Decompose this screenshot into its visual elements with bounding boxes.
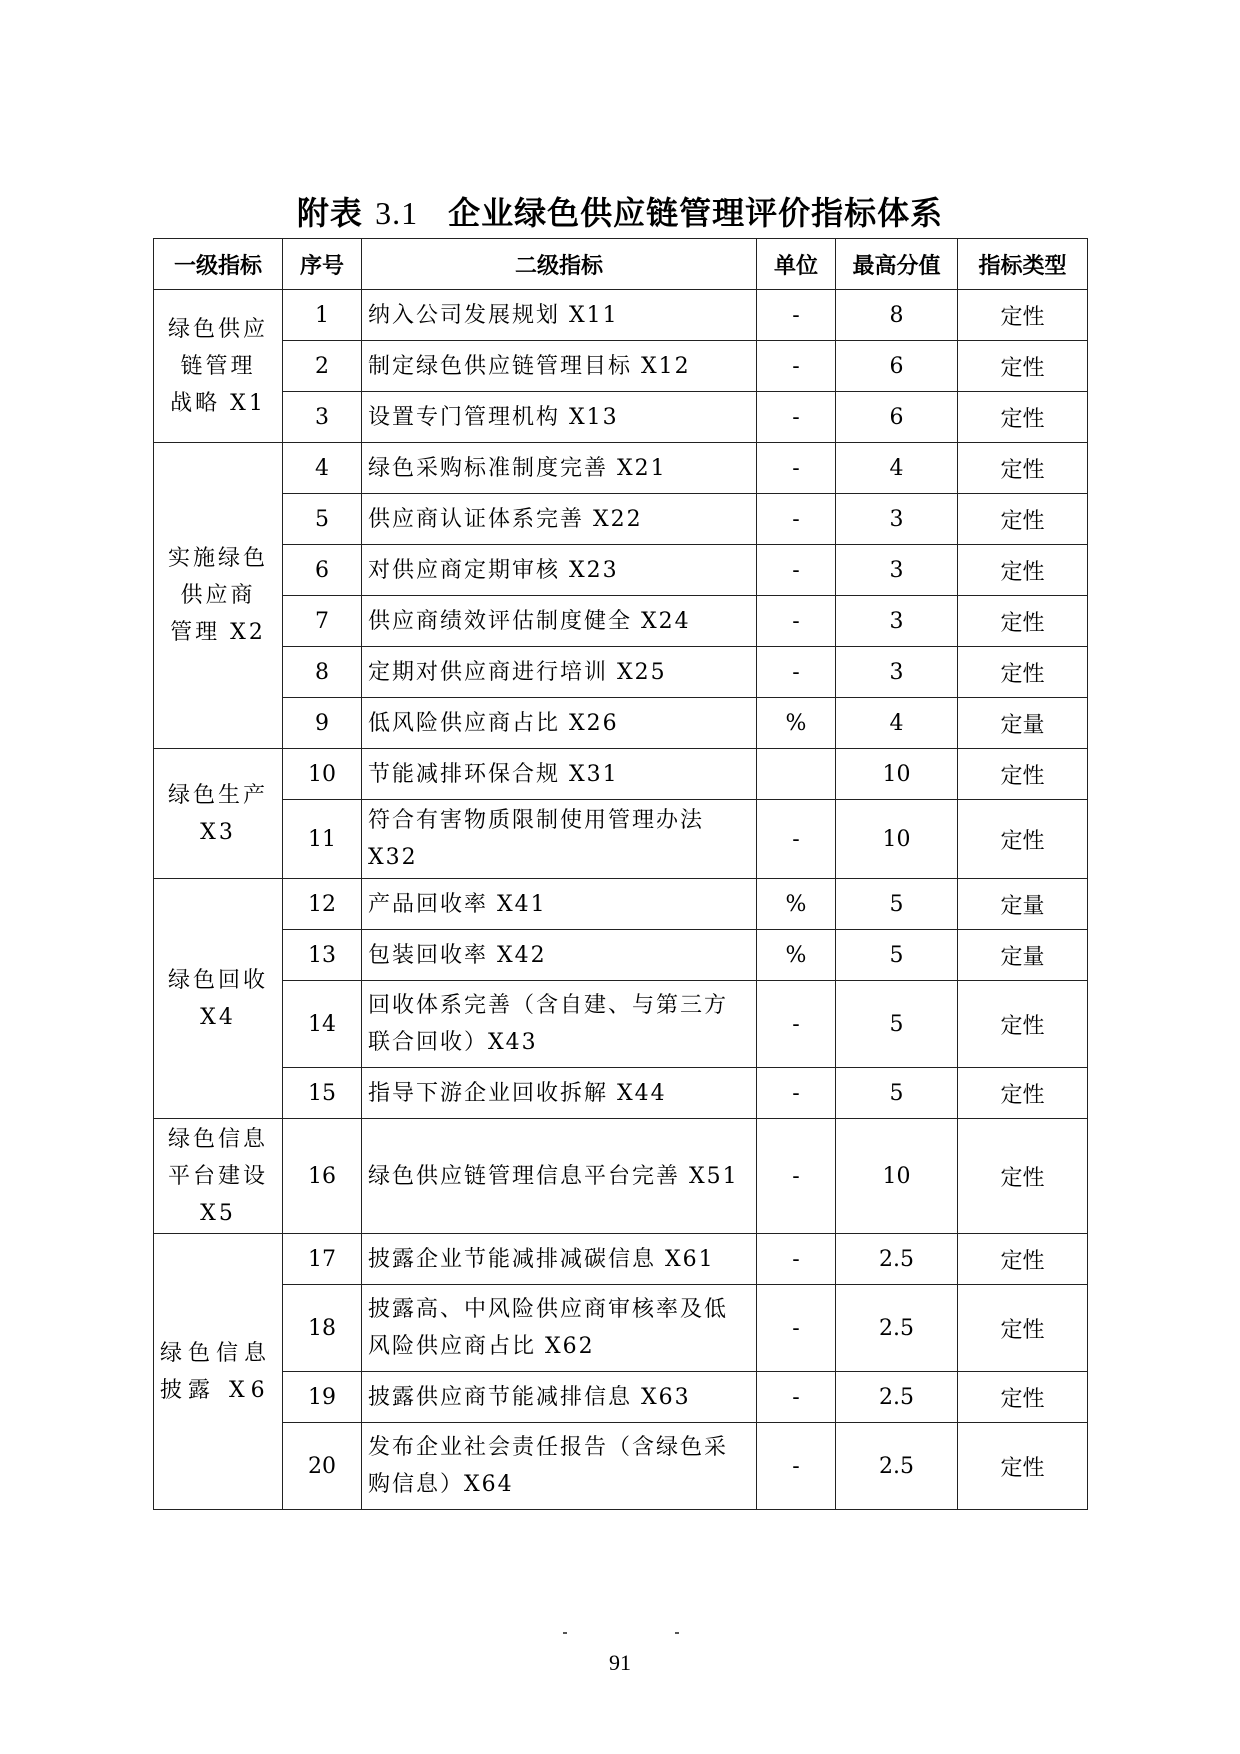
title-number: 3.1: [375, 195, 419, 231]
row-indicator: 设置专门管理机构 X13: [362, 392, 757, 443]
table-row: [154, 392, 1088, 443]
row-max-score: 3: [836, 545, 958, 596]
row-indicator: 定期对供应商进行培训 X25: [362, 647, 757, 698]
table-row: [154, 290, 1088, 341]
row-unit: -: [757, 1119, 836, 1234]
row-no: 9: [283, 698, 362, 749]
row-max-score: 5: [836, 879, 958, 930]
page-title: [0, 188, 1240, 234]
row-unit: -: [757, 1285, 836, 1372]
category-cell: 绿色回收 X4: [154, 879, 283, 1119]
row-indicator: 纳入公司发展规划 X11: [362, 290, 757, 341]
row-no: 17: [283, 1234, 362, 1285]
row-indicator: 供应商认证体系完善 X22: [362, 494, 757, 545]
row-type: 定性: [958, 1119, 1088, 1234]
table-row: [154, 1119, 1088, 1234]
row-type: 定性: [958, 1068, 1088, 1119]
row-unit: -: [757, 981, 836, 1068]
row-no: 1: [283, 290, 362, 341]
row-type: 定性: [958, 545, 1088, 596]
table-row: [154, 879, 1088, 930]
title-prefix: 附表: [296, 194, 363, 232]
row-no: 10: [283, 749, 362, 800]
row-unit: -: [757, 341, 836, 392]
row-unit: -: [757, 800, 836, 879]
table-row: [154, 698, 1088, 749]
table-header-row: [154, 239, 1088, 290]
row-no: 13: [283, 930, 362, 981]
row-indicator: 产品回收率 X41: [362, 879, 757, 930]
row-indicator: 对供应商定期审核 X23: [362, 545, 757, 596]
category-cell: 绿色供应 链管理 战略 X1: [154, 290, 283, 443]
page-number: 91: [609, 1650, 631, 1675]
table-row: [154, 545, 1088, 596]
row-max-score: 2.5: [836, 1285, 958, 1372]
row-no: 18: [283, 1285, 362, 1372]
table-row: [154, 749, 1088, 800]
header-no: 序号: [283, 239, 362, 290]
row-type: 定性: [958, 800, 1088, 879]
category-cell: 绿色生产 X3: [154, 749, 283, 879]
row-indicator: 指导下游企业回收拆解 X44: [362, 1068, 757, 1119]
row-max-score: 4: [836, 698, 958, 749]
title-text: 企业绿色供应链管理评价指标体系: [448, 194, 944, 232]
row-no: 8: [283, 647, 362, 698]
header-level1: 一级指标: [154, 239, 283, 290]
row-max-score: 4: [836, 443, 958, 494]
row-no: 7: [283, 596, 362, 647]
row-indicator: 供应商绩效评估制度健全 X24: [362, 596, 757, 647]
row-type: 定性: [958, 341, 1088, 392]
row-type: 定性: [958, 749, 1088, 800]
row-type: 定性: [958, 1372, 1088, 1423]
row-unit: -: [757, 1372, 836, 1423]
table-row: [154, 930, 1088, 981]
row-no: 4: [283, 443, 362, 494]
row-max-score: 6: [836, 341, 958, 392]
indicator-table: [153, 238, 1088, 1510]
row-max-score: 10: [836, 749, 958, 800]
row-no: 19: [283, 1372, 362, 1423]
row-max-score: 5: [836, 1068, 958, 1119]
row-max-score: 5: [836, 981, 958, 1068]
row-unit: [757, 749, 836, 800]
row-no: 5: [283, 494, 362, 545]
row-indicator: 节能减排环保合规 X31: [362, 749, 757, 800]
row-unit: -: [757, 392, 836, 443]
row-type: 定量: [958, 930, 1088, 981]
row-type: 定性: [958, 1423, 1088, 1510]
scan-speck: [563, 1632, 567, 1634]
row-type: 定性: [958, 290, 1088, 341]
row-no: 15: [283, 1068, 362, 1119]
row-max-score: 10: [836, 800, 958, 879]
table-row: [154, 341, 1088, 392]
table-row: [154, 1423, 1088, 1510]
row-indicator: 披露供应商节能减排信息 X63: [362, 1372, 757, 1423]
row-indicator: 符合有害物质限制使用管理办法 X32: [362, 800, 757, 879]
row-unit: -: [757, 494, 836, 545]
row-unit: -: [757, 443, 836, 494]
row-max-score: 3: [836, 596, 958, 647]
row-type: 定性: [958, 494, 1088, 545]
table-row: [154, 494, 1088, 545]
row-indicator: 披露企业节能减排减碳信息 X61: [362, 1234, 757, 1285]
header-level2: 二级指标: [362, 239, 757, 290]
row-no: 11: [283, 800, 362, 879]
category-cell: 绿色信息 披露 X6: [154, 1234, 283, 1510]
table-row: [154, 1372, 1088, 1423]
row-type: 定量: [958, 698, 1088, 749]
row-unit: %: [757, 879, 836, 930]
table-row: [154, 443, 1088, 494]
row-indicator: 回收体系完善（含自建、与第三方联合回收）X43: [362, 981, 757, 1068]
row-type: 定性: [958, 647, 1088, 698]
row-max-score: 5: [836, 930, 958, 981]
row-unit: -: [757, 1423, 836, 1510]
row-unit: -: [757, 290, 836, 341]
row-type: 定性: [958, 1234, 1088, 1285]
row-type: 定性: [958, 981, 1088, 1068]
header-type: 指标类型: [958, 239, 1088, 290]
row-indicator: 低风险供应商占比 X26: [362, 698, 757, 749]
category-cell: 绿色信息 平台建设 X5: [154, 1119, 283, 1234]
scan-speck: [675, 1632, 679, 1634]
row-unit: -: [757, 1234, 836, 1285]
row-unit: %: [757, 930, 836, 981]
row-type: 定性: [958, 392, 1088, 443]
row-type: 定性: [958, 443, 1088, 494]
row-unit: -: [757, 647, 836, 698]
row-type: 定性: [958, 596, 1088, 647]
row-indicator: 包装回收率 X42: [362, 930, 757, 981]
row-indicator: 发布企业社会责任报告（含绿色采购信息）X64: [362, 1423, 757, 1510]
row-no: 14: [283, 981, 362, 1068]
row-unit: %: [757, 698, 836, 749]
row-max-score: 3: [836, 647, 958, 698]
table-row: [154, 800, 1088, 879]
table-row: [154, 981, 1088, 1068]
table-row: [154, 596, 1088, 647]
header-max-score: 最高分值: [836, 239, 958, 290]
row-no: 2: [283, 341, 362, 392]
category-cell: 实施绿色 供应商 管理 X2: [154, 443, 283, 749]
row-type: 定性: [958, 1285, 1088, 1372]
row-indicator: 绿色采购标准制度完善 X21: [362, 443, 757, 494]
row-no: 20: [283, 1423, 362, 1510]
row-unit: -: [757, 1068, 836, 1119]
row-indicator: 披露高、中风险供应商审核率及低风险供应商占比 X62: [362, 1285, 757, 1372]
table-row: [154, 647, 1088, 698]
row-no: 16: [283, 1119, 362, 1234]
row-max-score: 2.5: [836, 1423, 958, 1510]
row-no: 6: [283, 545, 362, 596]
row-indicator: 制定绿色供应链管理目标 X12: [362, 341, 757, 392]
row-max-score: 10: [836, 1119, 958, 1234]
row-type: 定量: [958, 879, 1088, 930]
row-indicator: 绿色供应链管理信息平台完善 X51: [362, 1119, 757, 1234]
table-row: [154, 1234, 1088, 1285]
row-no: 3: [283, 392, 362, 443]
row-unit: -: [757, 596, 836, 647]
row-unit: -: [757, 545, 836, 596]
row-no: 12: [283, 879, 362, 930]
row-max-score: 8: [836, 290, 958, 341]
header-unit: 单位: [757, 239, 836, 290]
table-row: [154, 1285, 1088, 1372]
row-max-score: 2.5: [836, 1372, 958, 1423]
row-max-score: 6: [836, 392, 958, 443]
table-row: [154, 1068, 1088, 1119]
row-max-score: 3: [836, 494, 958, 545]
row-max-score: 2.5: [836, 1234, 958, 1285]
